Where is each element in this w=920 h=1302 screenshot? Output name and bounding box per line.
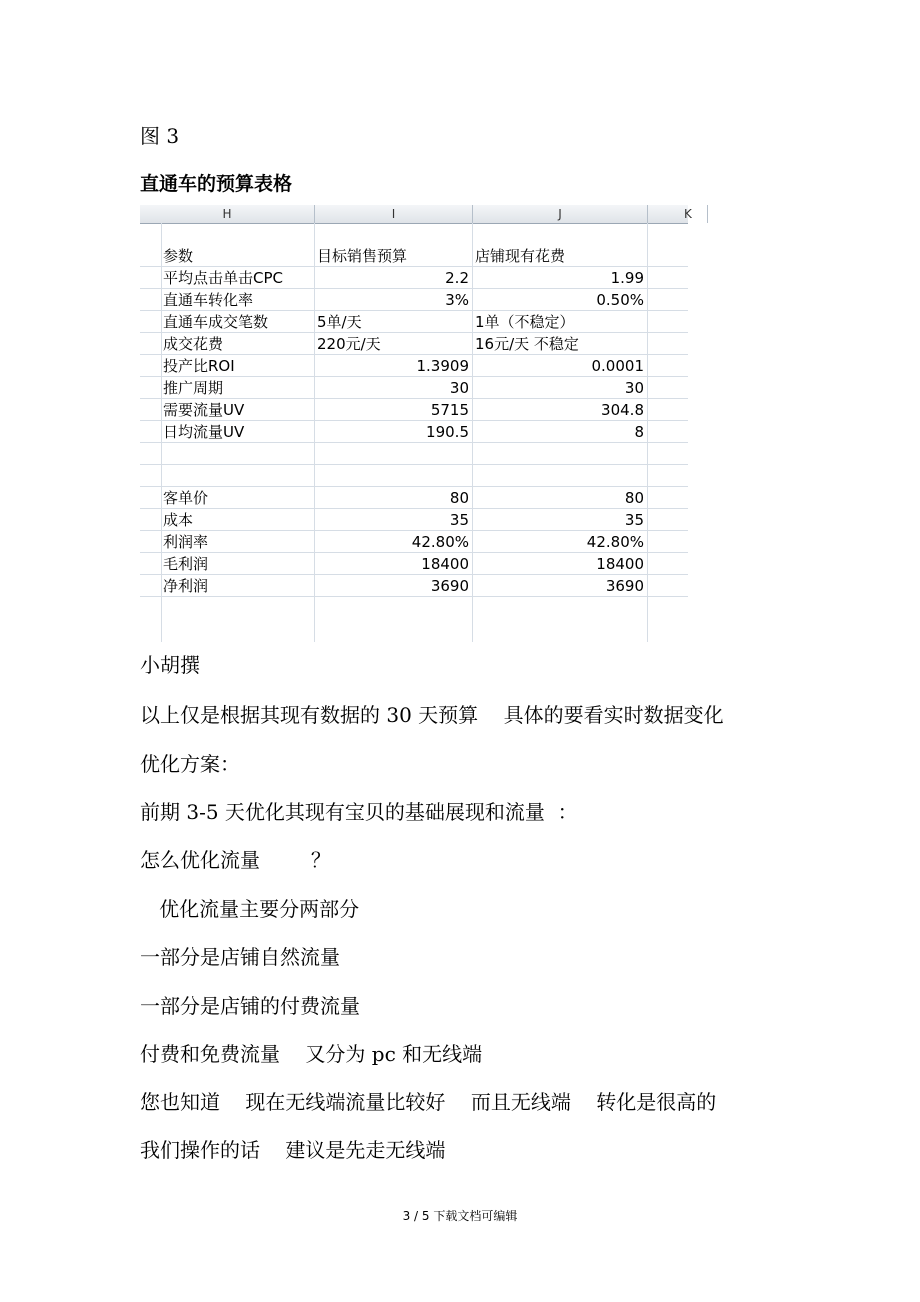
table-row — [140, 267, 688, 289]
table-cell: 30 — [624, 379, 644, 397]
table-cell: 推广周期 — [163, 379, 224, 397]
paragraph: 优化流量主要分两部分 — [140, 897, 360, 921]
column-header-k: K — [648, 205, 708, 223]
table-cell: 3690 — [430, 577, 469, 595]
column-header-i: I — [315, 205, 473, 223]
table-row — [140, 443, 688, 465]
table-row — [140, 575, 688, 597]
table-cell: 80 — [624, 489, 644, 507]
table-row — [140, 531, 688, 553]
table-row — [140, 465, 688, 487]
table-row — [140, 487, 688, 509]
paragraph: 以上仅是根据其现有数据的 30 天预算 具体的要看实时数据变化 — [140, 703, 724, 727]
paragraph: 怎么优化流量 ？ — [140, 848, 331, 872]
paragraph: 您也知道 现在无线端流量比较好 而且无线端 转化是很高的 — [140, 1090, 717, 1114]
page-footer: 3 / 5 下载文档可编辑 — [402, 1209, 518, 1223]
table-row — [140, 311, 688, 333]
table-cell: 35 — [449, 511, 469, 529]
table-cell — [473, 465, 647, 487]
column-header-j: J — [473, 205, 648, 223]
table-cell — [473, 443, 647, 465]
table-row — [140, 289, 688, 311]
table-cell — [162, 443, 314, 465]
paragraph: 前期 3-5 天优化其现有宝贝的基础展现和流量 ： — [140, 800, 578, 824]
table-cell: 需要流量UV — [163, 401, 245, 419]
table-cell: 投产比ROI — [163, 357, 235, 375]
table-row — [140, 553, 688, 575]
table-row — [140, 245, 688, 267]
table-cell: 净利润 — [163, 577, 209, 595]
table-cell: 30 — [449, 379, 469, 397]
table-cell: 3% — [445, 291, 469, 309]
table-cell: 5715 — [430, 401, 469, 419]
table-cell: 8 — [634, 423, 644, 441]
budget-spreadsheet — [140, 205, 692, 642]
column-header-bar — [140, 205, 692, 224]
table-cell — [315, 465, 472, 487]
table-cell: 利润率 — [163, 533, 209, 551]
paragraph: 我们操作的话 建议是先走无线端 — [140, 1138, 446, 1162]
table-cell: 客单价 — [163, 489, 209, 507]
table-row — [140, 377, 688, 399]
table-cell: 1单（不稳定） — [475, 313, 575, 331]
table-cell: 42.80% — [586, 533, 644, 551]
table-cell: 304.8 — [601, 401, 644, 419]
paragraph: 一部分是店铺的付费流量 — [140, 994, 360, 1018]
table-cell: 18400 — [596, 555, 644, 573]
table-cell: 190.5 — [426, 423, 469, 441]
table-cell: 日均流量UV — [163, 423, 245, 441]
table-cell: 成交花费 — [163, 335, 224, 353]
column-header-h: H — [140, 205, 315, 223]
table-cell: 1.3909 — [416, 357, 469, 375]
table-cell: 店铺现有花费 — [475, 247, 566, 265]
table-row — [140, 421, 688, 443]
table-cell: 平均点击单击CPC — [163, 269, 283, 287]
table-cell: 35 — [624, 511, 644, 529]
table-row — [140, 399, 688, 421]
table-cell: 0.0001 — [591, 357, 644, 375]
table-cell — [162, 465, 314, 487]
table-cell: 18400 — [421, 555, 469, 573]
table-cell: 0.50% — [596, 291, 644, 309]
table-cell: 5单/天 — [317, 313, 362, 331]
table-cell: 220元/天 — [317, 335, 381, 353]
table-row — [140, 355, 688, 377]
paragraph: 小胡撰 — [140, 653, 200, 677]
paragraph: 一部分是店铺自然流量 — [140, 945, 340, 969]
table-cell: 毛利润 — [163, 555, 209, 573]
figure-label: 图 3 — [140, 124, 180, 148]
table-cell: 直通车成交笔数 — [163, 313, 269, 331]
table-cell: 成本 — [163, 511, 194, 529]
table-cell: 80 — [449, 489, 469, 507]
table-row — [140, 333, 688, 355]
table-cell: 目标销售预算 — [317, 247, 408, 265]
table-cell: 42.80% — [411, 533, 469, 551]
table-cell: 参数 — [163, 247, 194, 265]
table-cell: 直通车转化率 — [163, 291, 254, 309]
table-cell: 3690 — [605, 577, 644, 595]
table-cell: 1.99 — [610, 269, 644, 287]
table-cell: 2.2 — [445, 269, 469, 287]
table-cell: 16元/天 不稳定 — [475, 335, 579, 353]
paragraph: 优化方案： — [140, 752, 240, 776]
table-caption: 直通车的预算表格 — [140, 173, 293, 195]
table-row — [140, 509, 688, 531]
table-cell — [315, 443, 472, 465]
paragraph: 付费和免费流量 又分为 pc 和无线端 — [140, 1042, 483, 1066]
